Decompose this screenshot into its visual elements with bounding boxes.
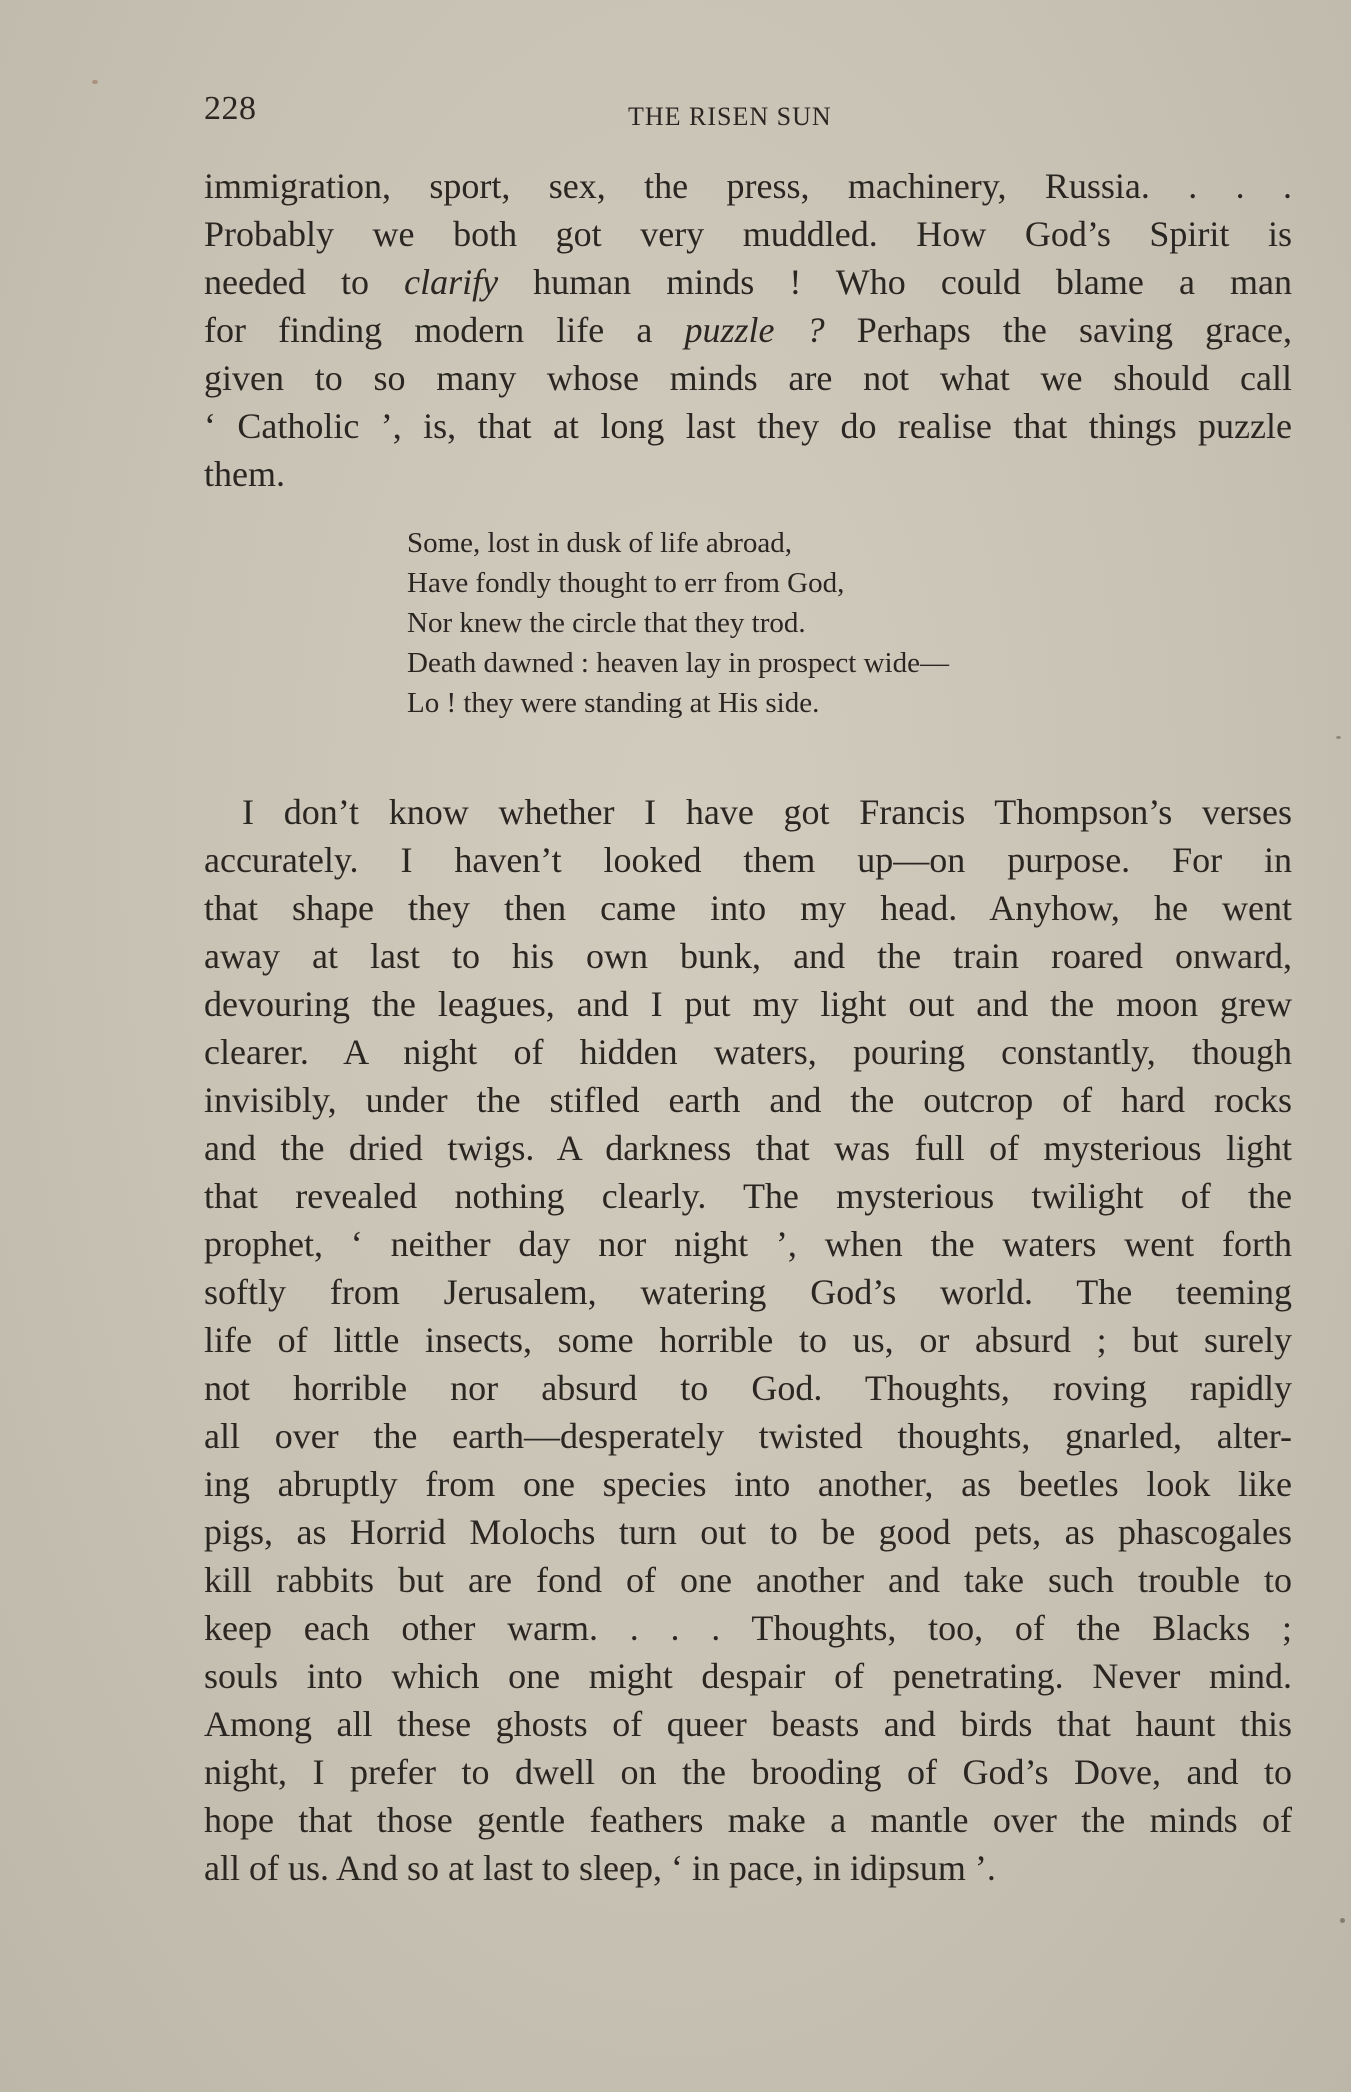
italic-word: clarify	[404, 262, 499, 302]
text-line: Probably we both got very muddled. How God’s Spirit is	[204, 214, 1292, 254]
paper-speck	[1336, 736, 1341, 739]
text-line: all of us. And so at last to sleep, ‘ in pace, in idipsum ’.	[204, 1848, 996, 1888]
text-line: them.	[204, 454, 285, 494]
text-line: that shape they then came into my head. Anyhow, he went	[204, 888, 1292, 928]
text-line: invisibly, under the stifled earth and the outcrop of hard rocks	[204, 1080, 1292, 1120]
text-line: devouring the leagues, and I put my light out and the moon grew	[204, 984, 1292, 1024]
text-line: pigs, as Horrid Molochs turn out to be good pets, as phascogales	[204, 1512, 1292, 1552]
text-line: not horrible nor absurd to God. Thoughts, roving rapidly	[204, 1368, 1292, 1408]
text-line: immigration, sport, sex, the press, machinery, Russia. . . .	[204, 166, 1292, 206]
text-line: away at last to his own bunk, and the train roared onward,	[204, 936, 1292, 976]
text-line-mixed	[204, 258, 1292, 306]
running-head: THE RISEN SUN	[628, 102, 832, 131]
italic-word: puzzle ?	[684, 310, 825, 350]
text-line: softly from Jerusalem, watering God’s world. The teeming	[204, 1272, 1292, 1312]
page-number: 228	[204, 90, 257, 127]
poem-line: Have fondly thought to err from God,	[407, 567, 845, 599]
text-line: souls into which one might despair of penetrating. Never mind.	[204, 1656, 1292, 1696]
text-line: ing abruptly from one species into another, as beetles look like	[204, 1464, 1292, 1504]
text-line: night, I prefer to dwell on the brooding of God’s Dove, and to	[204, 1752, 1292, 1792]
text-line: and the dried twigs. A darkness that was full of mysterious light	[204, 1128, 1292, 1168]
paragraph-1	[204, 162, 1292, 498]
text-line: prophet, ‘ neither day nor night ’, when the waters went forth	[204, 1224, 1292, 1264]
text-line: life of little insects, some horrible to us, or absurd ; but surely	[204, 1320, 1292, 1360]
paper-speck	[1340, 1918, 1345, 1923]
text-fragment: human minds ! Who could blame a man	[498, 262, 1292, 302]
text-line: clearer. A night of hidden waters, pouring constantly, though	[204, 1032, 1292, 1072]
text-line: that revealed nothing clearly. The mysterious twilight of the	[204, 1176, 1292, 1216]
paper-speck	[92, 80, 98, 84]
text-line: given to so many whose minds are not what we should call	[204, 358, 1292, 398]
text-line: keep each other warm. . . . Thoughts, too, of the Blacks ;	[204, 1608, 1292, 1648]
text-fragment: Perhaps the saving grace,	[824, 310, 1293, 350]
poem-line: Nor knew the circle that they trod.	[407, 607, 806, 639]
poem-stanza	[407, 523, 949, 723]
text-line: ‘ Catholic ’, is, that at long last they do realise that things puzzle	[204, 406, 1292, 446]
text-line: I don’t know whether I have got Francis Thompson’s verses	[242, 792, 1292, 832]
text-line: accurately. I haven’t looked them up—on purpose. For in	[204, 840, 1292, 880]
text-line: kill rabbits but are fond of one another and take such trouble to	[204, 1560, 1292, 1600]
poem-line: Some, lost in dusk of life abroad,	[407, 527, 793, 559]
paragraph-2	[204, 788, 1292, 1892]
poem-line: Death dawned : heaven lay in prospect wide—	[407, 647, 949, 679]
text-fragment: for finding modern life a	[204, 310, 685, 350]
poem-line: Lo ! they were standing at His side.	[407, 687, 820, 719]
text-line: Among all these ghosts of queer beasts and birds that haunt this	[204, 1704, 1292, 1744]
text-fragment: needed to	[204, 262, 405, 302]
text-line-mixed	[204, 306, 1292, 354]
text-line: all over the earth—desperately twisted thoughts, gnarled, alter-	[204, 1416, 1292, 1456]
text-line: hope that those gentle feathers make a mantle over the minds of	[204, 1800, 1292, 1840]
